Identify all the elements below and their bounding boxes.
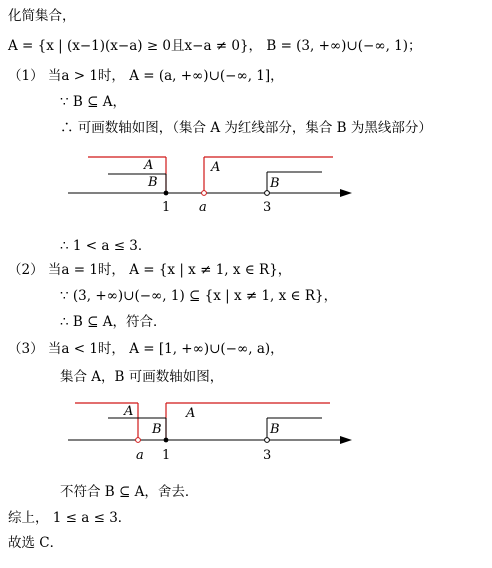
solution-line-l8: ∵ (3, +∞)∪(−∞, 1) ⊆ {x | x ≠ 1, x ∈ R}， — [60, 288, 338, 304]
label-A-left: A — [124, 404, 134, 419]
label-A-right: A — [211, 160, 221, 175]
solution-line-l7: （2） 当a = 1时， A = {x | x ≠ 1, x ∈ R}， — [8, 262, 292, 278]
solution-line-l2: A = {x | (x−1)(x−a) ≥ 0且x−a ≠ 0}， B = (3, +∞)∪(−∞, 1)； — [8, 38, 422, 54]
point-3-open — [265, 438, 270, 443]
solution-line-l10: （3） 当a < 1时， A = [1, +∞)∪(−∞, a)， — [8, 341, 284, 357]
number-line-diagram-2 — [0, 396, 492, 476]
tick-a: a — [136, 448, 144, 463]
axis-arrow-icon — [340, 436, 352, 444]
label-B-left: B — [148, 175, 158, 190]
label-B-left: B — [152, 422, 162, 437]
solution-line-l6: ∴ 1 < a ≤ 3． — [60, 238, 152, 254]
point-a-open — [202, 191, 207, 196]
solution-line-l14: 故选 C． — [8, 535, 64, 551]
solution-line-l9: ∴ B ⊆ A，符合． — [60, 314, 167, 330]
point-a-open — [136, 438, 141, 443]
tick-3: 3 — [263, 200, 272, 215]
axis-arrow-icon — [340, 189, 352, 197]
solution-line-l13: 综上， 1 ≤ a ≤ 3． — [8, 510, 132, 526]
tick-3: 3 — [263, 448, 272, 463]
solution-line-l12: 不符合 B ⊆ A，舍去． — [60, 484, 199, 500]
solution-line-l5: ∴ 可画数轴如图，（集合 A 为红线部分，集合 B 为黑线部分） — [60, 120, 432, 136]
number-line-diagram-1 — [0, 150, 492, 230]
label-B-right: B — [270, 176, 280, 191]
solution-line-l1: 化简集合， — [8, 8, 76, 24]
label-B-right: B — [270, 422, 280, 437]
solution-line-l11: 集合 A，B 可画数轴如图， — [60, 369, 224, 385]
point-1-closed — [164, 191, 169, 196]
point-1-closed — [164, 438, 169, 443]
tick-a: a — [199, 200, 207, 215]
solution-line-l3: （1） 当a > 1时， A = (a, +∞)∪(−∞, 1]， — [8, 68, 284, 84]
tick-1: 1 — [162, 448, 171, 463]
label-A-right: A — [186, 406, 196, 421]
point-3-open — [265, 191, 270, 196]
label-A-left: A — [144, 158, 154, 173]
tick-1: 1 — [162, 200, 171, 215]
solution-line-l4: ∵ B ⊆ A， — [60, 94, 126, 110]
